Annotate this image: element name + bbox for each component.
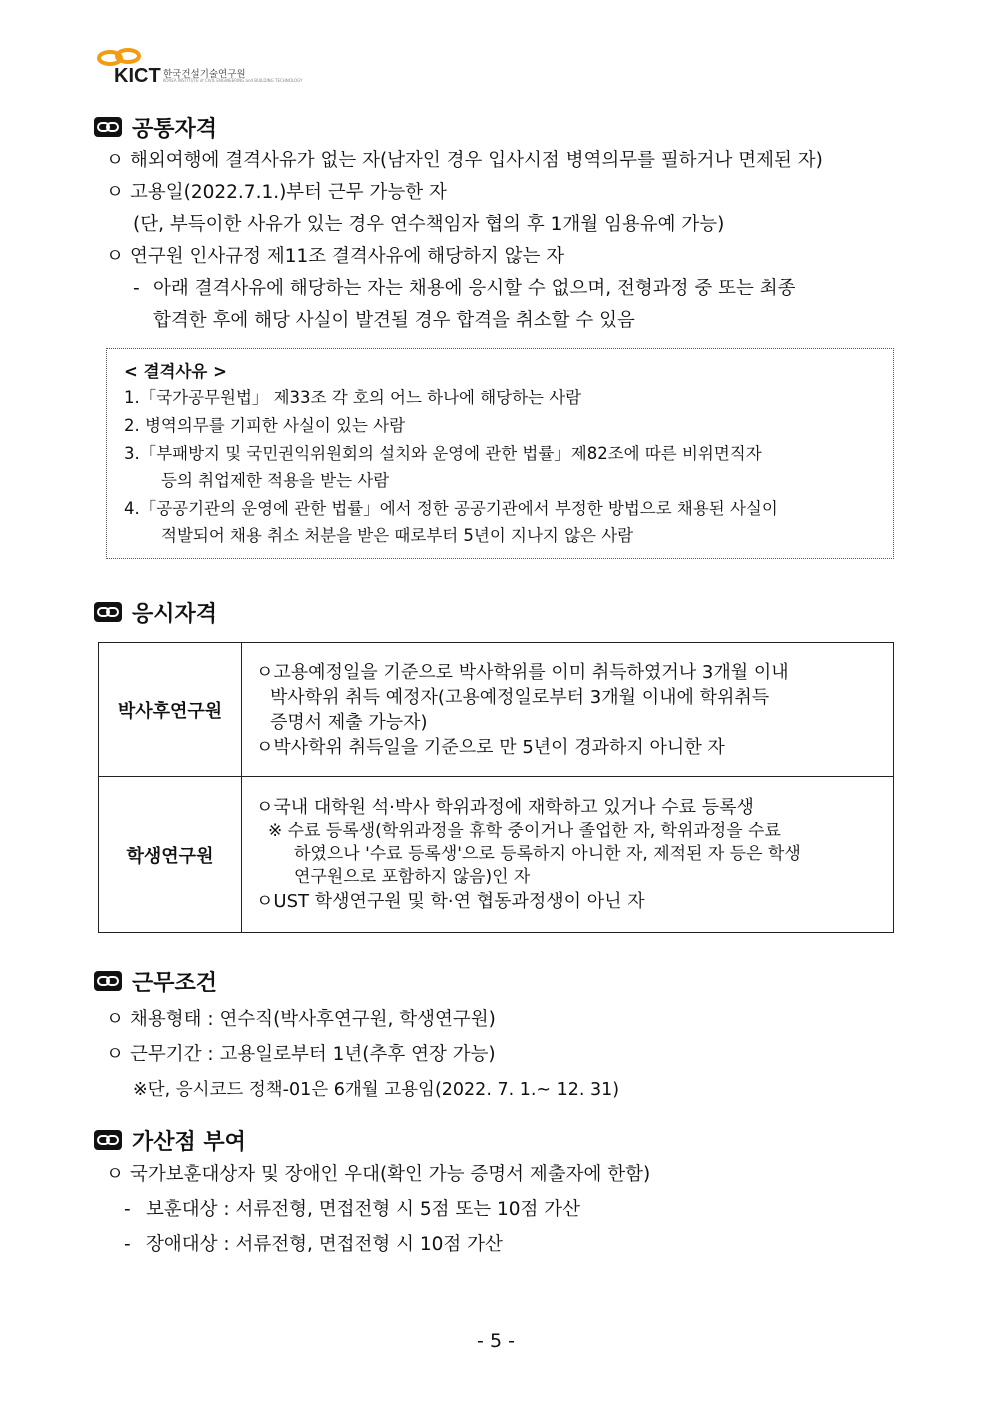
list-item: ㅇ 고용일(2022.7.1.)부터 근무 가능한 자	[106, 182, 447, 203]
list-item-note: ※단, 응시코드 정책-01은 6개월 고용임(2022. 7. 1.~ 12. 31)	[133, 1080, 620, 1100]
chain-link-icon	[94, 971, 122, 991]
section-title: 공통자격	[132, 116, 218, 142]
page-number: - 5 -	[477, 1330, 515, 1352]
section-header-common	[94, 112, 217, 142]
box-title: < 결격사유 >	[124, 362, 227, 381]
section-title: 응시자격	[132, 601, 218, 627]
box-line: 2. 병역의무를 기피한 사실이 있는 사람	[124, 416, 406, 435]
table-row	[99, 777, 894, 933]
row-content: ㅇ국내 대학원 석·박사 학위과정에 재학하고 있거나 수료 등록생 ※ 수료 등록생(학위과정을 휴학 중이거나 졸업한 자, 학위과정을 수료 하였으나 '수료 등록생'으로 등록하지 아니한 자, 제적된 자 등은 학생 연구원으로 포함하지 않음)인 자 ㅇUST 학생연구원 및 학·연 협동과정생이 아닌 자	[242, 777, 894, 933]
list-subitem-cont: 합격한 후에 해당 사실이 발견될 경우 합격을 취소할 수 있음	[153, 310, 635, 331]
list-subitem: - 보훈대상 : 서류전형, 면접전형 시 5점 또는 10점 가산	[124, 1199, 581, 1220]
row-label: 학생연구원	[99, 777, 242, 933]
box-line: 4.「공공기관의 운영에 관한 법률」에서 정한 공공기관에서 부정한 방법으로 채용된 사실이	[124, 499, 778, 518]
disqualification-box	[106, 348, 894, 559]
org-name-kr: 한국건설기술연구원	[163, 69, 246, 80]
list-item: ㅇ 국가보훈대상자 및 장애인 우대(확인 가능 증명서 제출자에 한함)	[106, 1164, 651, 1185]
row-content: ㅇ고용예정일을 기준으로 박사학위를 이미 취득하였거나 3개월 이내 박사학위 취득 예정자(고용예정일로부터 3개월 이내에 학위취득 증명서 제출 가능자) ㅇ박사학위 취득일을 기준으로 만 5년이 경과하지 아니한 자	[242, 643, 894, 777]
row-label: 박사후연구원	[99, 643, 242, 777]
list-item-note: (단, 부득이한 사유가 있는 경우 연수책임자 협의 후 1개월 임용유예 가능)	[133, 214, 725, 235]
section-header-eligibility	[94, 597, 217, 627]
box-line: 3.「부패방지 및 국민권익위원회의 설치와 운영에 관한 법률」제82조에 따른 비위면직자	[124, 444, 762, 463]
box-line: 적발되어 채용 취소 처분을 받은 때로부터 5년이 지나지 않은 사람	[161, 526, 634, 545]
org-name-en: KOREA INSTITUTE of CIVIL ENGINEERING and BUILDING TECHNOLOGY	[163, 78, 303, 83]
list-item: ㅇ 연구원 인사규정 제11조 결격사유에 해당하지 않는 자	[106, 246, 565, 267]
list-item: ㅇ 채용형태 : 연수직(박사후연구원, 학생연구원)	[106, 1009, 496, 1030]
list-item: ㅇ 근무기간 : 고용일로부터 1년(추후 연장 가능)	[106, 1044, 496, 1065]
section-header-conditions	[94, 966, 217, 996]
list-item: ㅇ 해외여행에 결격사유가 없는 자(남자인 경우 입사시점 병역의무를 필하거나 면제된 자)	[106, 150, 823, 171]
section-title: 근무조건	[132, 970, 218, 996]
kict-logo	[96, 48, 303, 88]
box-line: 1.「국가공무원법」 제33조 각 호의 어느 하나에 해당하는 사람	[124, 388, 582, 407]
chain-link-icon	[94, 117, 122, 137]
chain-link-icon	[94, 1130, 122, 1150]
eligibility-table	[98, 642, 894, 933]
section-header-bonus	[94, 1125, 246, 1155]
box-line: 등의 취업제한 적용을 받는 사람	[161, 471, 390, 490]
list-subitem: - 장애대상 : 서류전형, 면접전형 시 10점 가산	[124, 1234, 503, 1255]
list-subitem: - 아래 결격사유에 해당하는 자는 채용에 응시할 수 없으며, 전형과정 중 또는 최종	[133, 278, 796, 299]
logo-text: KICT	[114, 65, 161, 87]
chain-link-icon	[94, 602, 122, 622]
table-row	[99, 643, 894, 777]
section-title: 가산점 부여	[132, 1129, 246, 1155]
